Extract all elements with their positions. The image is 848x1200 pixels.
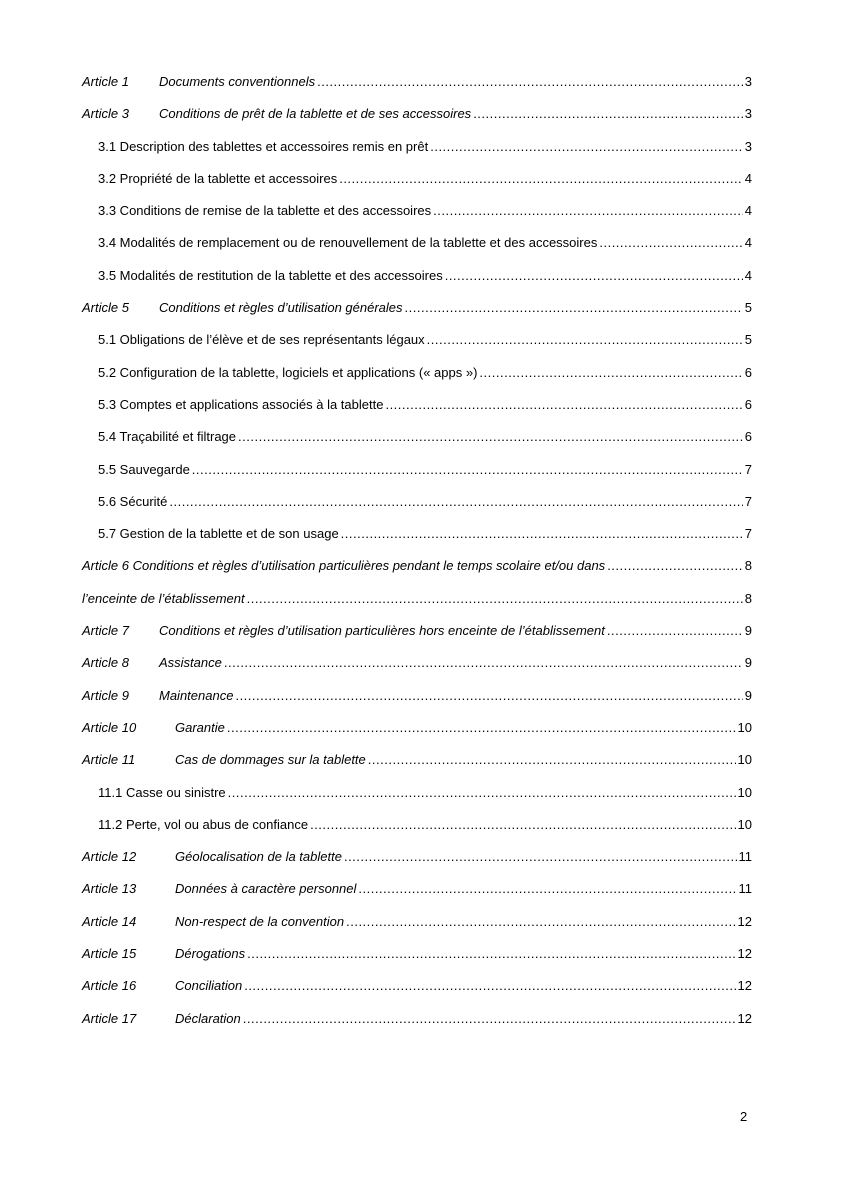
toc-article-number: Article 12 <box>82 849 137 865</box>
toc-entry-title: 3.1 Description des tablettes et accessoires remis en prêt <box>98 138 429 154</box>
toc-entry-3-3[interactable] <box>82 201 752 220</box>
toc-page-number: 11 <box>738 849 752 865</box>
toc-entry-11-1[interactable] <box>82 783 752 802</box>
table-of-contents <box>82 72 752 1041</box>
toc-page-number: 4 <box>744 267 752 283</box>
toc-entry-article-15[interactable] <box>82 944 752 963</box>
toc-page-number: 8 <box>744 590 752 606</box>
toc-entry-article-10[interactable] <box>82 718 752 737</box>
toc-leader-dots <box>358 879 736 898</box>
toc-leader-dots <box>192 460 743 479</box>
toc-page-number: 8 <box>744 558 752 574</box>
toc-leader-dots <box>317 72 743 91</box>
toc-page-number: 4 <box>744 170 752 186</box>
page-number: 2 <box>740 1109 748 1124</box>
toc-page-number: 12 <box>737 946 752 962</box>
toc-entry-title: 5.3 Comptes et applications associés à la tablette <box>98 396 384 412</box>
toc-entry-article-5[interactable] <box>82 298 752 317</box>
toc-entry-title: 5.1 Obligations de l’élève et de ses représentants légaux <box>98 332 425 348</box>
toc-leader-dots <box>479 363 742 382</box>
toc-entry-5-3[interactable] <box>82 395 752 414</box>
toc-article-number: Article 15 <box>82 946 137 962</box>
toc-entry-title: 3.5 Modalités de restitution de la tablette et des accessoires <box>98 267 443 283</box>
toc-page-number: 9 <box>744 687 752 703</box>
toc-entry-title: Assistance <box>159 655 222 671</box>
toc-leader-dots <box>235 686 742 705</box>
toc-entry-article-6-continued[interactable] <box>82 589 752 608</box>
toc-page-number: 10 <box>737 816 752 832</box>
toc-entry-title: 5.7 Gestion de la tablette et de son usage <box>98 526 339 542</box>
toc-leader-dots <box>227 718 736 737</box>
toc-entry-5-1[interactable] <box>82 330 752 349</box>
toc-leader-dots <box>224 653 743 672</box>
toc-entry-title: 5.4 Traçabilité et filtrage <box>98 429 237 445</box>
toc-entry-title: Conditions de prêt de la tablette et de ses accessoires <box>159 106 472 122</box>
toc-entry-title: Conciliation <box>175 978 243 994</box>
toc-leader-dots <box>368 750 736 769</box>
toc-entry-title: 11.1 Casse ou sinistre <box>98 784 226 800</box>
toc-leader-dots <box>344 847 737 866</box>
toc-page-number: 9 <box>744 623 752 639</box>
toc-page-number: 3 <box>744 74 752 89</box>
toc-leader-dots <box>238 427 743 446</box>
toc-entry-title: Données à caractère personnel <box>175 881 357 897</box>
toc-page-number: 5 <box>744 300 752 316</box>
toc-leader-dots <box>247 589 743 608</box>
toc-article-number: Article 7 <box>82 623 129 639</box>
toc-leader-dots <box>599 233 742 252</box>
toc-entry-article-13[interactable] <box>82 879 752 898</box>
toc-page-number: 3 <box>744 106 752 122</box>
toc-leader-dots <box>405 298 743 317</box>
toc-leader-dots <box>310 815 735 834</box>
toc-article-number: Article 8 <box>82 655 129 671</box>
toc-entry-title: Dérogations <box>175 946 246 962</box>
toc-page-number: 10 <box>737 784 752 800</box>
toc-entry-title: Cas de dommages sur la tablette <box>175 752 366 768</box>
toc-entry-title: Non-respect de la convention <box>175 913 345 929</box>
toc-entry-5-7[interactable] <box>82 524 752 543</box>
toc-page-number: 12 <box>737 978 752 994</box>
toc-leader-dots <box>243 1009 736 1028</box>
toc-article-number: Article 5 <box>82 300 129 316</box>
toc-entry-11-2[interactable] <box>82 815 752 834</box>
toc-page-number: 10 <box>737 752 752 768</box>
toc-article-number: Article 1 <box>82 74 129 89</box>
toc-article-number: Article 9 <box>82 687 129 703</box>
toc-entry-title: Géolocalisation de la tablette <box>175 849 342 865</box>
toc-article-number: Article 16 <box>82 978 137 994</box>
toc-entry-5-6[interactable] <box>82 492 752 511</box>
toc-entry-title: 5.6 Sécurité <box>98 493 168 509</box>
toc-entry-title: Maintenance <box>159 687 234 703</box>
toc-page-number: 11 <box>738 881 752 897</box>
toc-entry-article-16[interactable] <box>82 976 752 995</box>
toc-leader-dots <box>445 266 743 285</box>
toc-page-number: 3 <box>744 138 752 154</box>
toc-leader-dots <box>339 169 743 188</box>
toc-leader-dots <box>427 330 743 349</box>
toc-entry-title: Documents conventionnels <box>159 74 316 89</box>
toc-page-number: 7 <box>744 461 752 477</box>
toc-entry-3-4[interactable] <box>82 233 752 252</box>
toc-page-number: 4 <box>744 203 752 219</box>
toc-leader-dots <box>385 395 742 414</box>
toc-entry-title: 11.2 Perte, vol ou abus de confiance <box>98 816 309 832</box>
toc-article-number: Article 11 <box>82 752 136 768</box>
toc-page-number: 6 <box>744 429 752 445</box>
toc-entry-article-8[interactable] <box>82 653 752 672</box>
toc-entry-5-2[interactable] <box>82 363 752 382</box>
toc-entry-3-5[interactable] <box>82 266 752 285</box>
toc-page-number: 4 <box>744 235 752 251</box>
toc-entry-3-1[interactable] <box>82 137 752 156</box>
toc-entry-article-1[interactable] <box>82 72 752 91</box>
toc-entry-title: 3.4 Modalités de remplacement ou de renouvellement de la tablette et des accessoires <box>98 235 598 251</box>
toc-leader-dots <box>169 492 742 511</box>
toc-page-number: 6 <box>744 364 752 380</box>
toc-leader-dots <box>433 201 743 220</box>
toc-article-number: Article 17 <box>82 1010 137 1026</box>
toc-entry-title: 3.3 Conditions de remise de la tablette et des accessoires <box>98 203 432 219</box>
toc-entry-title: Conditions et règles d’utilisation particulières hors enceinte de l’établissement <box>159 623 605 639</box>
toc-entry-article-17[interactable] <box>82 1009 752 1028</box>
toc-entry-article-3[interactable] <box>82 104 752 123</box>
toc-leader-dots <box>247 944 735 963</box>
toc-entry-article-6[interactable] <box>82 556 752 575</box>
toc-page-number: 9 <box>744 655 752 671</box>
toc-leader-dots <box>607 621 743 640</box>
toc-entry-3-2[interactable] <box>82 169 752 188</box>
toc-page-number: 12 <box>737 913 752 929</box>
toc-entry-title: l’enceinte de l’établissement <box>82 590 245 606</box>
toc-page-number: 12 <box>737 1010 752 1026</box>
toc-entry-title: Conditions et règles d’utilisation générales <box>159 300 403 316</box>
toc-entry-title: Article 6 Conditions et règles d’utilisation particulières pendant le temps scolaire et/ou dans <box>82 558 606 574</box>
toc-entry-title: Déclaration <box>175 1010 241 1026</box>
toc-entry-article-11[interactable] <box>82 750 752 769</box>
toc-leader-dots <box>341 524 743 543</box>
toc-page-number: 7 <box>744 493 752 509</box>
toc-entry-article-9[interactable] <box>82 686 752 705</box>
toc-entry-5-4[interactable] <box>82 427 752 446</box>
toc-leader-dots <box>244 976 735 995</box>
toc-entry-article-14[interactable] <box>82 912 752 931</box>
toc-entry-title: 3.2 Propriété de la tablette et accessoires <box>98 170 338 186</box>
toc-entry-article-7[interactable] <box>82 621 752 640</box>
toc-article-number: Article 14 <box>82 913 137 929</box>
toc-entry-title: Garantie <box>175 719 225 735</box>
toc-article-number: Article 3 <box>82 106 129 122</box>
toc-leader-dots <box>607 556 743 575</box>
toc-article-number: Article 10 <box>82 719 137 735</box>
toc-leader-dots <box>346 912 735 931</box>
toc-entry-title: 5.2 Configuration de la tablette, logiciels et applications (« apps ») <box>98 364 478 380</box>
toc-leader-dots <box>430 137 743 156</box>
toc-page-number: 6 <box>744 396 752 412</box>
toc-leader-dots <box>228 783 736 802</box>
toc-entry-title: 5.5 Sauvegarde <box>98 461 190 477</box>
toc-entry-5-5[interactable] <box>82 460 752 479</box>
toc-page-number: 7 <box>744 526 752 542</box>
toc-page-number: 5 <box>744 332 752 348</box>
toc-page-number: 10 <box>737 719 752 735</box>
toc-leader-dots <box>473 104 743 123</box>
toc-article-number: Article 13 <box>82 881 137 897</box>
toc-entry-article-12[interactable] <box>82 847 752 866</box>
